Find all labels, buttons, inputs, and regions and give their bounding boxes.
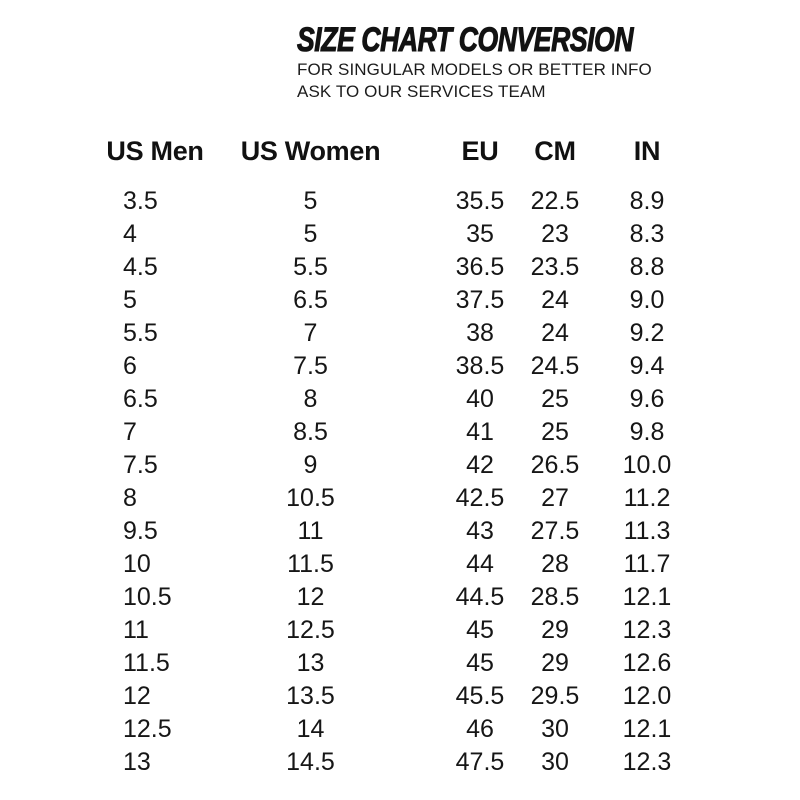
size-cell: 11.5 [123, 649, 170, 677]
size-cell: 45.5 [455, 682, 505, 710]
size-cell: 11.7 [623, 550, 671, 578]
size-cell: 10.5 [286, 484, 335, 512]
size-cell: 30 [541, 715, 569, 743]
size-cell: 10.5 [123, 583, 172, 611]
size-cell: 29 [541, 649, 569, 677]
size-cell: 7 [303, 319, 318, 347]
column-header-us-men: US Men [106, 136, 204, 166]
size-cell: 35 [466, 220, 494, 248]
column-header-us-women: US Women [240, 136, 381, 166]
size-cell: 12.5 [286, 616, 335, 644]
size-cell: 42 [466, 451, 494, 479]
size-cell: 8.3 [629, 220, 665, 248]
size-cell: 24 [541, 286, 569, 314]
size-cell: 27 [541, 484, 569, 512]
size-cell: 8.5 [293, 418, 328, 446]
size-cell: 7 [123, 418, 137, 446]
size-cell: 14 [296, 715, 325, 743]
size-cell: 24 [541, 319, 569, 347]
size-cell: 46 [466, 715, 494, 743]
size-cell: 5 [303, 187, 318, 215]
size-cell: 12.3 [622, 748, 672, 776]
size-cell: 9.5 [123, 517, 158, 545]
size-cell: 40 [466, 385, 494, 413]
size-cell: 26.5 [530, 451, 580, 479]
column-header-in: IN [633, 136, 661, 166]
size-cell: 8.9 [629, 187, 665, 215]
size-cell: 5 [123, 286, 137, 314]
size-cell: 6.5 [123, 385, 158, 413]
size-cell: 9.2 [629, 319, 665, 347]
size-cell: 24.5 [530, 352, 580, 380]
size-cell: 47.5 [455, 748, 505, 776]
size-cell: 10 [123, 550, 151, 578]
size-cell: 29.5 [530, 682, 580, 710]
size-cell: 7.5 [293, 352, 328, 380]
column-cm [513, 133, 597, 779]
size-cell: 23 [541, 220, 569, 248]
size-cell: 23.5 [530, 253, 580, 281]
size-cell: 14.5 [286, 748, 335, 776]
size-cell: 43 [466, 517, 494, 545]
size-cell: 30 [541, 748, 569, 776]
size-cell: 29 [541, 616, 569, 644]
size-cell: 5 [303, 220, 318, 248]
size-cell: 44 [466, 550, 494, 578]
size-cell: 12.5 [123, 715, 172, 743]
size-cell: 12 [123, 682, 151, 710]
size-cell: 42.5 [455, 484, 505, 512]
size-cell: 35.5 [455, 187, 505, 215]
size-cell: 9 [303, 451, 318, 479]
size-cell: 5.5 [123, 319, 158, 347]
size-cell: 37.5 [455, 286, 505, 314]
size-cell: 12.0 [622, 682, 672, 710]
size-cell: 8 [123, 484, 137, 512]
size-cell: 8 [303, 385, 318, 413]
size-cell: 27.5 [530, 517, 580, 545]
subtitle-line-1: FOR SINGULAR MODELS OR BETTER INFO [297, 60, 652, 79]
column-in [600, 133, 694, 779]
column-us-men [95, 133, 215, 779]
size-cell: 44.5 [455, 583, 505, 611]
size-cell: 11 [123, 616, 149, 644]
size-cell: 4.5 [123, 253, 158, 281]
size-cell: 4 [123, 220, 137, 248]
size-cell: 9.8 [629, 418, 665, 446]
size-cell: 41 [466, 418, 494, 446]
size-cell: 3.5 [123, 187, 158, 215]
column-header-cm: CM [534, 136, 576, 166]
size-cell: 5.5 [293, 253, 328, 281]
size-cell: 11 [297, 517, 324, 545]
size-cell: 12.6 [622, 649, 672, 677]
size-cell: 25 [541, 385, 569, 413]
size-cell: 13 [123, 748, 151, 776]
size-cell: 8.8 [629, 253, 665, 281]
size-cell: 9.4 [629, 352, 665, 380]
size-cell: 28.5 [530, 583, 580, 611]
column-us-women [213, 133, 408, 779]
size-cell: 13.5 [286, 682, 335, 710]
size-cell: 12.1 [622, 583, 672, 611]
page-title: SIZE CHART CONVERSION [297, 21, 634, 59]
size-cell: 13 [296, 649, 325, 677]
size-cell: 12.1 [622, 715, 672, 743]
size-cell: 9.6 [629, 385, 665, 413]
size-cell: 45 [466, 616, 494, 644]
size-cell: 6.5 [293, 286, 328, 314]
size-cell: 6 [123, 352, 137, 380]
size-cell: 28 [541, 550, 569, 578]
size-cell: 45 [466, 649, 494, 677]
size-cell: 11.5 [287, 550, 334, 578]
size-cell: 9.0 [629, 286, 665, 314]
size-cell: 12.3 [622, 616, 672, 644]
size-cell: 22.5 [530, 187, 580, 215]
size-cell: 11.2 [623, 484, 671, 512]
size-cell: 38.5 [455, 352, 505, 380]
subtitle-line-2: ASK TO OUR SERVICES TEAM [297, 82, 546, 101]
size-cell: 7.5 [123, 451, 158, 479]
size-cell: 38 [466, 319, 494, 347]
size-cell: 11.3 [623, 517, 671, 545]
size-cell: 36.5 [455, 253, 505, 281]
column-header-eu: EU [461, 136, 499, 166]
size-cell: 12 [296, 583, 325, 611]
size-cell: 10.0 [622, 451, 672, 479]
size-cell: 25 [541, 418, 569, 446]
